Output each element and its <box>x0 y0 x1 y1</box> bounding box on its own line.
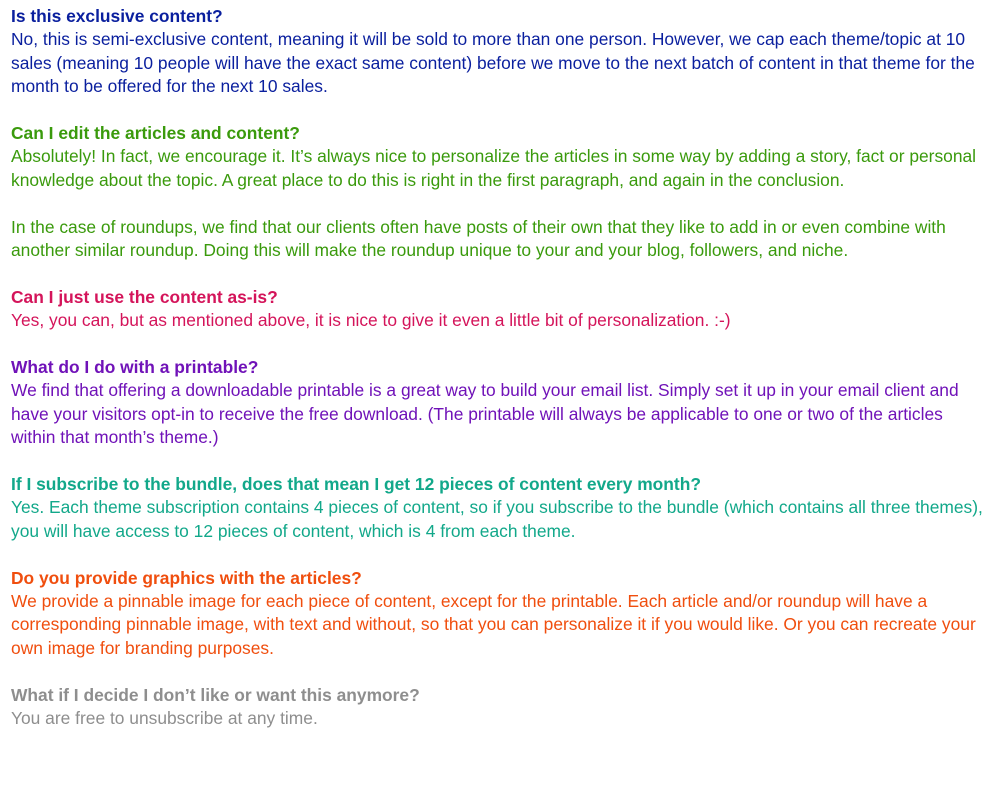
faq-answer: We provide a pinnable image for each piece of content, except for the printable. Each article and/or roundup will have a corresponding pinnable image, with text and without, so that you can personalize it if you would like. Or you can recreate your own image for branding purposes. <box>11 591 976 658</box>
faq-item-graphics <box>11 567 990 661</box>
faq-item-edit-articles <box>11 122 990 262</box>
faq-answer: We find that offering a downloadable printable is a great way to build your email list. Simply set it up in your email client and have your visitors opt-in to receive the free download. (The printable will always be applicable to one or two of the articles within that month’s theme.) <box>11 380 959 448</box>
faq-question: Can I edit the articles and content? <box>11 123 300 144</box>
faq-question: Do you provide graphics with the articles? <box>11 567 362 588</box>
faq-answer: Absolutely! In fact, we encourage it. It’s always nice to personalize the articles in some way by adding a story, fact or personal knowledge about the topic. A great place to do this is right in the first paragraph, and again in the conclusion. <box>11 146 977 190</box>
faq-item-exclusive-content <box>11 5 990 99</box>
faq-answer: In the case of roundups, we find that our clients often have posts of their own that they like to add in or even combine with another similar roundup. Doing this will make the roundup unique to your and your blog, followers, and niche. <box>11 216 946 261</box>
faq-question: If I subscribe to the bundle, does that mean I get 12 pieces of content every month? <box>11 474 701 495</box>
faq-item-printable <box>11 356 990 450</box>
faq-question: What do I do with a printable? <box>11 357 259 378</box>
faq-question: Can I just use the content as-is? <box>11 286 278 307</box>
faq-answer: You are free to unsubscribe at any time. <box>11 708 318 729</box>
faq-answer: Yes. Each theme subscription contains 4 pieces of content, so if you subscribe to the bundle (which contains all three themes), you will have access to 12 pieces of content, which is 4 from each theme. <box>11 497 983 541</box>
faq-answer: Yes, you can, but as mentioned above, it is nice to give it even a little bit of personalization. :-) <box>11 310 731 331</box>
faq-answer: No, this is semi-exclusive content, meaning it will be sold to more than one person. However, we cap each theme/topic at 10 sales (meaning 10 people will have the exact same content) before we move to the next batch of content in that theme for the month to be offered for the next 10 sales. <box>11 29 975 97</box>
faq-item-bundle <box>11 473 990 543</box>
faq-item-use-as-is <box>11 286 990 333</box>
faq-question: Is this exclusive content? <box>11 6 223 26</box>
faq-question: What if I decide I don’t like or want this anymore? <box>11 684 420 705</box>
faq-item-unsubscribe <box>11 684 990 731</box>
